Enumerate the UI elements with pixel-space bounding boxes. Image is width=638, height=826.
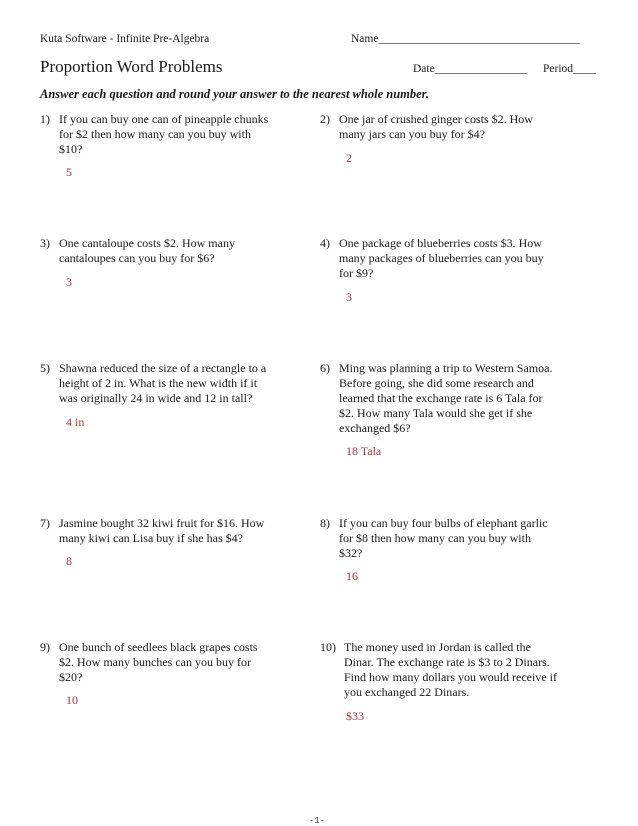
problem-text: If you can buy four bulbs of elephant garlic for $8 then how many can you buy with $32? xyxy=(339,516,548,560)
problem-number: 10) xyxy=(320,640,336,654)
problem-text: One bunch of seedlees black grapes costs $2. How many bunches can you buy for $20? xyxy=(59,640,258,684)
problem-text: Jasmine bought 32 kiwi fruit for $16. How many kiwi can Lisa buy if she has $4? xyxy=(59,516,265,545)
answer-6: 18 Tala xyxy=(346,444,382,458)
answer-7: 8 xyxy=(66,554,72,568)
page-title: Proportion Word Problems xyxy=(40,57,223,76)
name-field[interactable]: Name___________________________________ xyxy=(351,33,580,45)
problem-text: If you can buy one can of pineapple chunks for $2 then how many can you buy with $10? xyxy=(59,112,269,156)
period-field[interactable]: Period____ xyxy=(543,63,597,75)
date-field[interactable]: Date________________ xyxy=(413,63,527,75)
answer-2: 2 xyxy=(346,151,352,165)
answer-4: 3 xyxy=(346,290,352,304)
problem-text: The money used in Jordan is called the Dinar. The exchange rate is $3 to 2 Dinars. Find how many dollars you would receive if you exchanged 22 Dinars. xyxy=(344,640,557,699)
instructions: Answer each question and round your answer to the nearest whole number. xyxy=(40,87,429,101)
publisher-label: Kuta Software - Infinite Pre-Algebra xyxy=(40,33,210,45)
problem-text: One package of blueberries costs $3. How many packages of blueberries can you buy for $9? xyxy=(339,236,544,280)
answer-10: $33 xyxy=(346,709,364,723)
problem-number: 5) xyxy=(40,361,50,375)
problem-number: 9) xyxy=(40,640,50,654)
answer-9: 10 xyxy=(66,693,78,707)
problem-number: 2) xyxy=(320,112,330,126)
problem-number: 8) xyxy=(320,516,330,530)
problem-text: One cantaloupe costs $2. How many cantaloupes can you buy for $6? xyxy=(59,236,235,265)
problem-text: One jar of crushed ginger costs $2. How many jars can you buy for $4? xyxy=(339,112,533,141)
problem-number: 7) xyxy=(40,516,50,530)
page-number: -1- xyxy=(309,816,326,826)
answer-3: 3 xyxy=(66,275,72,289)
answer-8: 16 xyxy=(346,569,358,583)
answer-5: 4 in xyxy=(66,415,85,429)
answer-1: 5 xyxy=(66,165,72,179)
problem-number: 6) xyxy=(320,361,330,375)
problem-number: 4) xyxy=(320,236,330,250)
problem-text: Shawna reduced the size of a rectangle to a height of 2 in. What is the new width if it was originally 24 in wide and 12 in tall? xyxy=(59,361,267,405)
problem-number: 3) xyxy=(40,236,50,250)
problem-number: 1) xyxy=(40,112,50,126)
problem-text: Ming was planning a trip to Western Samoa. Before going, she did some research and learned that the exchange rate is 6 Tala for $2. How many Tala would she get if she exchanged $6? xyxy=(339,361,553,435)
